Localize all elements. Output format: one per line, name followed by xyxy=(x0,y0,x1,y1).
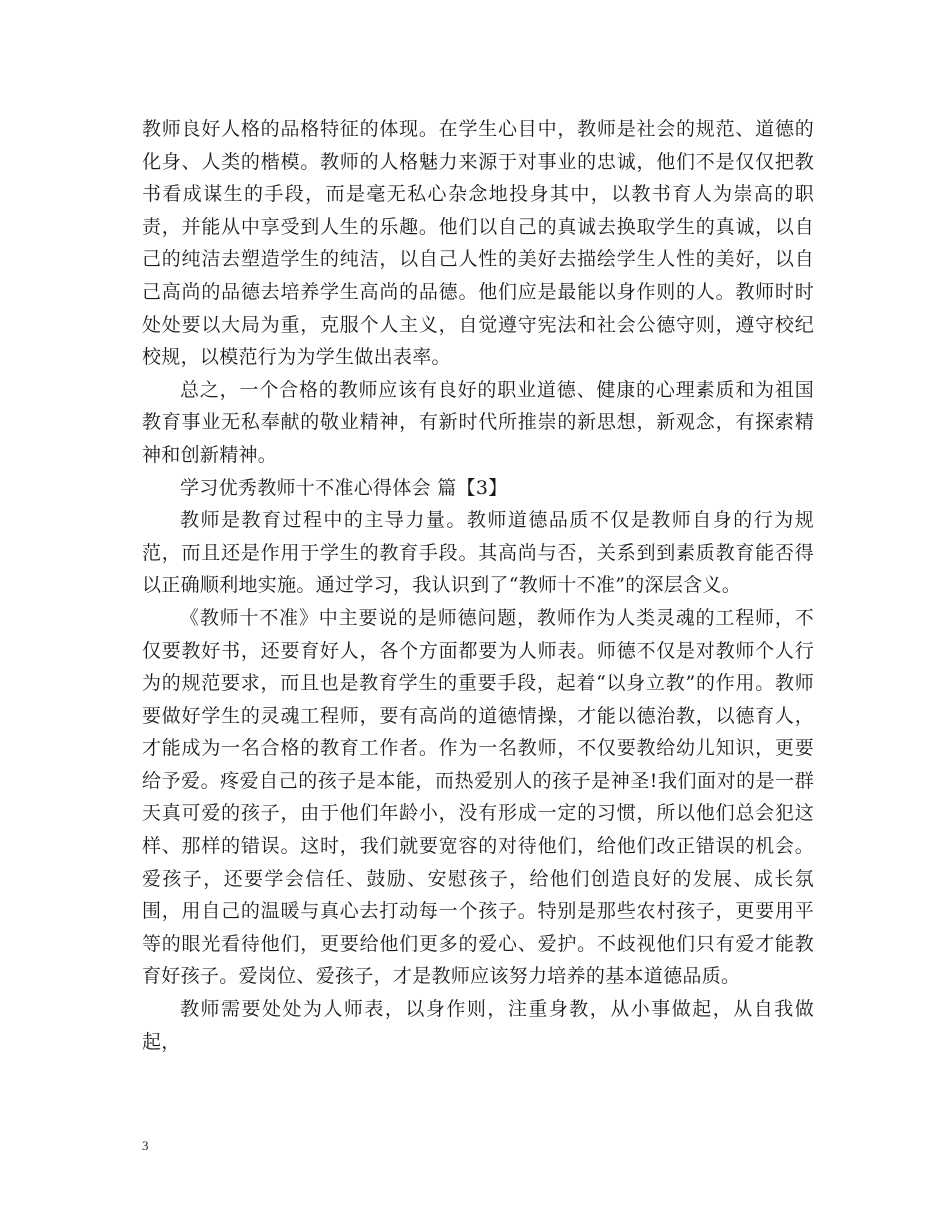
document-body xyxy=(142,113,814,1058)
paragraph-teacher-character: 教师良好人格的品格特征的体现。在学生心目中，教师是社会的规范、道德的化身、人类的楷模。教师的人格魅力来源于对事业的忠诚，他们不是仅仅把教书看成谋生的手段，而是毫无私心杂念地投身其中，以教书育人为崇高的职责，并能从中享受到人生的乐趣。他们以自己的真诚去换取学生的真诚，以自己的纯洁去塑造学生的纯洁，以自己人性的美好去描绘学生人性的美好，以自己高尚的品德去培养学生高尚的品德。他们应是最能以身作则的人。教师时时处处要以大局为重，克服个人主义，自觉遵守宪法和社会公德守则，遵守校纪校规，以模范行为为学生做出表率。 xyxy=(142,118,814,369)
paragraph-ten-rules: 《教师十不准》中主要说的是师德问题，教师作为人类灵魂的工程师，不仅要教好书，还要育好人，各个方面都要为人师表。师德不仅是对教师个人行为的规范要求，而且也是教育学生的重要手段，起着“以身立教”的作用。教师要做好学生的灵魂工程师，要有高尚的道德情操，才能以德治教，以德育人，才能成为一名合格的教育工作者。作为一名教师，不仅要教给幼儿知识，更要给予爱。疼爱自己的孩子是本能，而热爱别人的孩子是神圣!我们面对的是一群天真可爱的孩子，由于他们年龄小，没有形成一定的习惯，所以他们总会犯这样、那样的错误。这时，我们就要宽容的对待他们，给他们改正错误的机会。爱孩子，还要学会信任、鼓励、安慰孩子，给他们创造良好的发展、成长氛围，用自己的温暖与真心去打动每一个孩子。特别是那些农村孩子，更要用平等的眼光看待他们，更要给他们更多的爱心、爱护。不歧视他们只有爱才能教育好孩子。爱岗位、爱孩子，才是教师应该努力培养的基本道德品质。 xyxy=(142,606,814,988)
page-number: 3 xyxy=(142,1138,149,1153)
paragraph-summary: 总之，一个合格的教师应该有良好的职业道德、健康的心理素质和为祖国教育事业无私奉献的敬业精神，有新时代所推崇的新思想，新观念，有探索精神和创新精神。 xyxy=(142,378,814,466)
paragraph-role-model: 教师需要处处为人师表，以身作则，注重身教，从小事做起，从自我做起， xyxy=(142,998,814,1053)
section-heading: 学习优秀教师十不准心得体会 篇【3】 xyxy=(180,476,508,499)
paragraph-leading-force: 教师是教育过程中的主导力量。教师道德品质不仅是教师自身的行为规范，而且还是作用于学生的教育手段。其高尚与否，关系到到素质教育能否得以正确顺利地实施。通过学习，我认识到了“教师十不准”的深层含义。 xyxy=(142,509,814,597)
